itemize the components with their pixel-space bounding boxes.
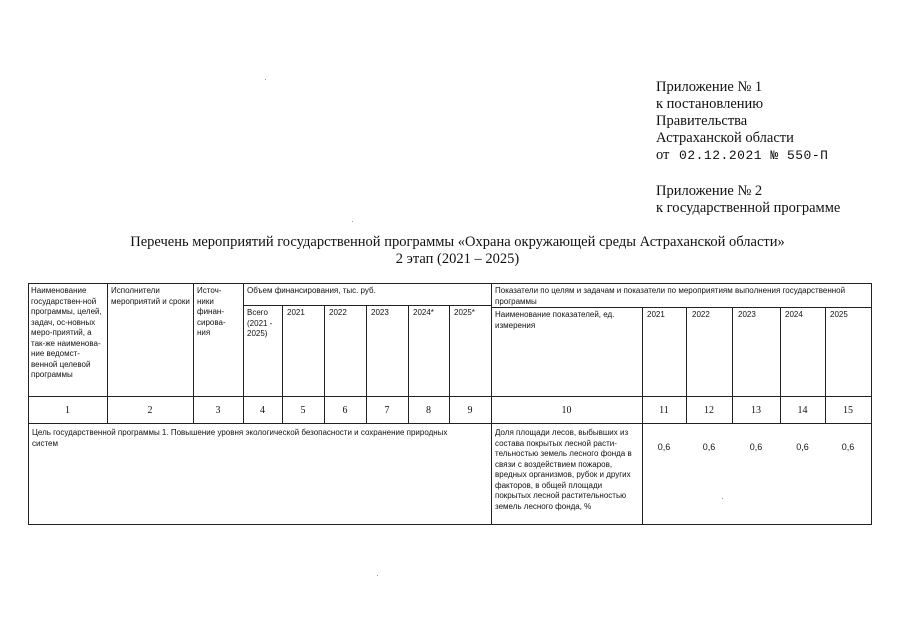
- annex-1-region: Астраханской области: [656, 130, 794, 146]
- scan-speck: [265, 79, 266, 80]
- annex-2-ref-line: к государственной программе: [656, 200, 841, 216]
- annex-1-ref-line: к постановлению: [656, 96, 764, 112]
- annex-2-title: Приложение № 2: [656, 183, 763, 199]
- activities-table: [28, 283, 872, 525]
- document-title-stage: 2 этап (2021 – 2025): [395, 251, 520, 267]
- column-number: 6: [342, 405, 348, 416]
- header-funding-year-2023: 2023: [371, 308, 389, 317]
- column-number: 10: [561, 405, 572, 416]
- annex-1-date-stamp: 02.12.2021 № 550-П: [679, 148, 829, 163]
- indicator-value-2023: 0,6: [749, 442, 763, 452]
- column-number: 12: [704, 405, 714, 416]
- header-program-name: Наименование государствен-ной программы, целей, задач, ос-новных меро-приятий, а так-же наименова-ние ведомст-венной целевой программы: [31, 286, 102, 379]
- annex-2-block: [656, 183, 840, 217]
- column-number: 8: [426, 405, 431, 416]
- header-indicator-year-2024: 2024: [785, 310, 803, 319]
- column-number: 5: [300, 405, 306, 416]
- header-funding-year-2021: 2021: [287, 308, 305, 317]
- header-executors: Исполнители мероприятий и сроки: [111, 286, 190, 306]
- column-number: 15: [843, 405, 853, 416]
- header-indicators: Показатели по целям и задачам и показатели по мероприятиям выполнения государственной программы: [495, 286, 846, 306]
- annex-1-date-line: [656, 147, 828, 164]
- header-indicator-year-2022: 2022: [692, 310, 710, 319]
- indicator-value-2022: 0,6: [702, 442, 716, 452]
- column-number: 4: [260, 405, 265, 416]
- header-funding-total: Всего (2021 - 2025): [247, 308, 273, 338]
- header-indicator-name: Наименование показателей, ед. измерения: [495, 310, 615, 330]
- header-funding-year-2025: 2025*: [454, 308, 475, 317]
- header-funding-year-2024: 2024*: [413, 308, 434, 317]
- header-funding-volume: Объем финансирования, тыс. руб.: [247, 286, 376, 295]
- indicator-value-2025: 0,6: [841, 442, 855, 452]
- indicator-value-2024: 0,6: [796, 442, 809, 452]
- annex-1-authority: Правительства: [656, 113, 748, 129]
- column-number: 13: [751, 405, 761, 416]
- scan-speck: [352, 221, 353, 222]
- header-indicator-year-2025: 2025: [830, 310, 848, 319]
- indicator-value-2021: 0,6: [657, 442, 671, 452]
- scan-speck: [722, 498, 723, 499]
- header-indicator-year-2021: 2021: [647, 310, 665, 319]
- header-funding-year-2022: 2022: [329, 308, 347, 317]
- goal-text: Цель государственной программы 1. Повышение уровня экологической безопасности и сохранение природных систем: [32, 428, 448, 448]
- column-number: 2: [147, 405, 153, 416]
- column-number: 9: [467, 405, 473, 416]
- header-funding-source: Источ-ники финан-сирова-ния: [197, 286, 226, 337]
- document-title-main: Перечень мероприятий государственной программы «Охрана окружающей среды Астраханской области»: [130, 234, 785, 250]
- header-indicator-year-2023: 2023: [738, 310, 756, 319]
- column-number: 1: [65, 405, 70, 416]
- indicator-text: Доля площади лесов, выбывших из состава покрытых лесной расти-тельностью земель лесного фонда в связи с воздействием пожаров, вредных организмов, рубок и других факторов, в общей площади покрытых лесной растительностью земель лесного фонда, %: [495, 428, 632, 511]
- annex-1-title: Приложение № 1: [656, 79, 763, 95]
- column-number: 14: [797, 405, 808, 416]
- annex-1-date-prefix: от: [656, 147, 670, 163]
- annex-1-block: [656, 79, 828, 164]
- column-number: 7: [384, 405, 390, 416]
- scan-speck: [377, 575, 378, 576]
- column-number: 11: [659, 405, 669, 416]
- column-number: 3: [215, 405, 221, 416]
- document-title: [0, 234, 905, 268]
